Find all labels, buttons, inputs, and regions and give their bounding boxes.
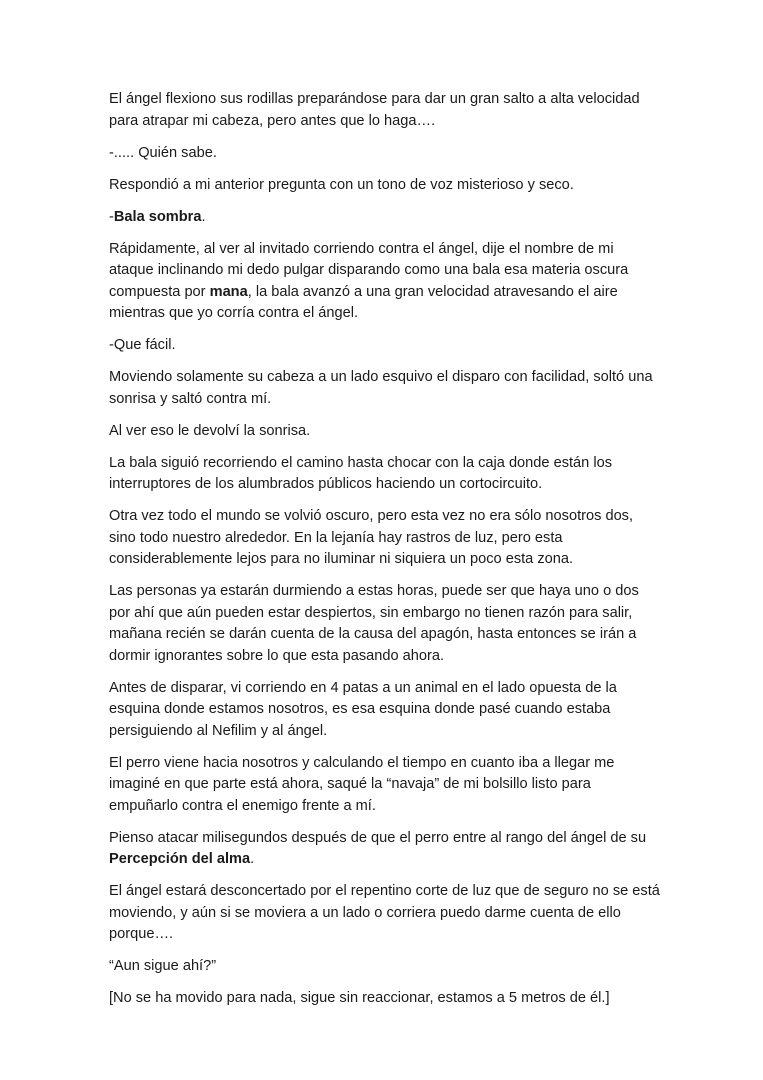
paragraph: Al ver eso le devolví la sonrisa. xyxy=(109,422,311,439)
paragraph xyxy=(109,207,661,229)
paragraph xyxy=(109,828,661,871)
bold-term: Percepción del alma xyxy=(109,851,251,867)
paragraph: El ángel flexiono sus rodillas preparándose para dar un gran salto a alta velocidad para atrapar mi cabeza, pero antes que lo haga…. xyxy=(109,91,640,129)
bold-term: Bala sombra xyxy=(113,208,202,225)
paragraph: Otra vez todo el mundo se volvió oscuro, pero esta vez no era sólo nosotros dos, sino todo nuestro alrededor. En la lejanía hay rastros de luz, pero esta considerablemente lejos para no iluminar ni siquiera un poco esta zona. xyxy=(109,508,634,567)
paragraph-text: Rápidamente, al ver al invitado corriendo contra el ángel, dije el nombre de mi ataque inclinando mi dedo pulgar disparando como una bala esa materia oscura compuesta por xyxy=(109,240,629,300)
paragraph: “Aun sigue ahí?” xyxy=(109,958,217,974)
document-body xyxy=(109,89,661,1020)
paragraph: El perro viene hacia nosotros y calculando el tiempo en cuanto iba a llegar me imaginé en que parte está ahora, saqué la “navaja” de mi bolsillo listo para empuñarlo contra el enemigo frente a mí. xyxy=(109,754,615,814)
paragraph xyxy=(109,239,661,325)
paragraph-text: . xyxy=(250,851,255,867)
paragraph: El ángel estará desconcertado por el repentino corte de luz que de seguro no se está moviendo, y aún si se moviera a un lado o corriera puedo darme cuenta de ello porque…. xyxy=(109,883,660,942)
paragraph-text: Pienso atacar milisegundos después de que el perro entre al rango del ángel de su xyxy=(109,829,647,846)
paragraph: [No se ha movido para nada, sigue sin reaccionar, estamos a 5 metros de él.] xyxy=(109,990,610,1006)
paragraph: Las personas ya estarán durmiendo a estas horas, puede ser que haya uno o dos por ahí que aún pueden estar despiertos, sin embargo no tienen razón para salir, mañana recién se darán cuenta de la causa del apagón, hasta entonces se irán a dormir ignorantes sobre lo que esta pasando ahora. xyxy=(109,583,639,664)
paragraph: La bala siguió recorriendo el camino hasta chocar con la caja donde están los interruptores de los alumbrados públicos haciendo un cortocircuito. xyxy=(109,454,612,492)
paragraph: -..... Quién sabe. xyxy=(109,144,217,161)
bold-term: mana xyxy=(209,283,248,300)
paragraph-text: - xyxy=(109,208,114,225)
paragraph-text: . xyxy=(201,208,206,225)
paragraph: -Que fácil. xyxy=(109,337,176,353)
paragraph: Antes de disparar, vi corriendo en 4 patas a un animal en el lado opuesta de la esquina donde estamos nosotros, es esa esquina donde pasé cuando estaba persiguiendo al Nefilim y al ángel. xyxy=(109,679,617,739)
paragraph-text: , la bala avanzó a una gran velocidad atravesando el aire mientras que yo corría contra el ángel. xyxy=(109,283,618,321)
paragraph: Moviendo solamente su cabeza a un lado esquivo el disparo con facilidad, soltó una sonrisa y saltó contra mí. xyxy=(109,369,653,407)
paragraph: Respondió a mi anterior pregunta con un tono de voz misterioso y seco. xyxy=(109,176,574,193)
